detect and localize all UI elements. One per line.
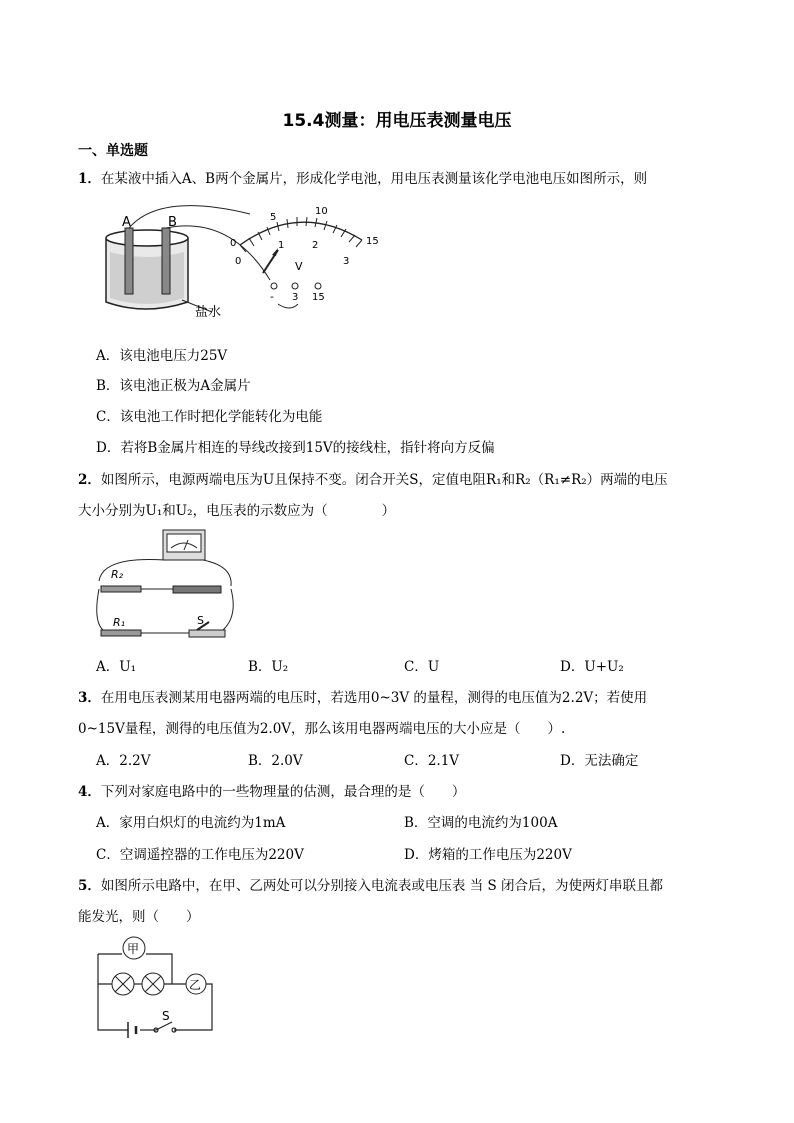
- wire: [203, 560, 231, 586]
- question-2: [78, 468, 668, 488]
- question-text-line2: 大小分别为U₁和U₂，电压表的示数应为（ ）: [78, 503, 396, 519]
- scale-top-0: 0: [230, 238, 237, 249]
- scale-top-15: 15: [366, 236, 379, 247]
- question-number: 3．: [78, 690, 101, 706]
- option: D．U+U₂: [560, 659, 624, 675]
- question-text: 如图所示，电源两端电压为U且保持不变。闭合开关S，定值电阻R₁和R₂（R₁≠R₂）两端的电压: [100, 472, 668, 488]
- terminal-3: 3: [292, 292, 299, 303]
- scale-bottom-0: 0: [235, 256, 242, 267]
- unit-v: V: [295, 260, 303, 273]
- option: C．该电池工作时把化学能转化为电能: [96, 409, 323, 425]
- label-yi: 乙: [189, 978, 202, 992]
- question-number: 2．: [78, 472, 101, 488]
- plate-a: [125, 228, 133, 294]
- question-text-line2: 能发光，则（ ）: [78, 909, 200, 925]
- question-number: 1．: [78, 171, 101, 187]
- question-number: 4．: [78, 784, 101, 800]
- lamp-1: [112, 973, 134, 995]
- question-text-line2: 0~15V量程，测得的电压值为2.0V，那么该用电器两端电压的大小应是（ ）.: [78, 721, 566, 737]
- question-text: 下列对家庭电路中的一些物理量的估测，最合理的是（ ）: [100, 784, 466, 800]
- ammeter-or-voltmeter-yi: [186, 974, 206, 994]
- switch-s: [189, 630, 225, 637]
- lamp-2: [142, 973, 164, 995]
- terminals: [270, 283, 325, 308]
- label-r1: R₁: [113, 616, 126, 629]
- option: C．U: [404, 659, 440, 675]
- question-3: [78, 686, 647, 706]
- question-5: [78, 874, 663, 894]
- voltmeter-scale: [230, 206, 379, 273]
- option: B．该电池正极为A金属片: [96, 378, 251, 394]
- option: B．2.0V: [248, 753, 303, 769]
- q1-figure: [100, 200, 385, 320]
- option: B．U₂: [248, 659, 289, 675]
- label-r2: R₂: [111, 568, 124, 581]
- option: C．2.1V: [404, 753, 460, 769]
- option: B．空调的电流约为100A: [404, 815, 558, 831]
- option: A．2.2V: [96, 753, 151, 769]
- question-text: 在用电压表测某用电器两端的电压时，若选用0~3V 的量程，测得的电压值为2.2V；若使用: [100, 690, 648, 706]
- page-title: 15.4测量：用电压表测量电压: [282, 111, 512, 131]
- ammeter-or-voltmeter-jia: [123, 937, 145, 959]
- scale-bottom-3: 3: [343, 256, 350, 267]
- terminal-neg: -: [270, 290, 274, 303]
- label-s: S: [197, 614, 204, 627]
- label-b: B: [168, 215, 177, 230]
- terminal-15: 15: [312, 292, 325, 303]
- label-saltwater: 盐水: [195, 305, 222, 320]
- question-text: 在某液中插入A、B两个金属片，形成化学电池，用电压表测量该化学电池电压如图所示，则: [100, 171, 648, 187]
- scale-bottom-2: 2: [312, 240, 319, 251]
- voltmeter-box: [163, 530, 205, 560]
- question-text: 如图所示电路中，在甲、乙两处可以分别接入电流表或电压表 当 S 闭合后，为使两灯串联且都: [100, 878, 664, 894]
- scale-top-5: 5: [270, 212, 277, 223]
- q2-figure: [93, 526, 238, 644]
- label-a: A: [122, 215, 131, 230]
- option: A．该电池电压力25V: [96, 348, 228, 364]
- option: D．烤箱的工作电压为220V: [404, 847, 572, 863]
- section-heading: 一、单选题: [78, 143, 148, 159]
- battery: [173, 586, 221, 593]
- label-jia: 甲: [127, 942, 140, 956]
- wire-a: [129, 206, 250, 228]
- question-4: [78, 780, 465, 800]
- option: A．U₁: [96, 659, 137, 675]
- option: A．家用白炽灯的电流约为1mA: [96, 815, 286, 831]
- option: D．若将B金属片相连的导线改接到15V的接线柱，指针将向方反偏: [96, 440, 495, 456]
- scale-bottom-1: 1: [278, 240, 285, 251]
- option: C．空调遥控器的工作电压为220V: [96, 847, 304, 863]
- beaker: [106, 228, 188, 309]
- option: D．无法确定: [560, 753, 639, 769]
- q5-figure: [92, 934, 222, 1042]
- wire: [99, 559, 165, 581]
- resistor-r1: [101, 630, 141, 636]
- scale-top-10: 10: [315, 206, 328, 217]
- question-1: [78, 167, 647, 187]
- question-number: 5．: [78, 878, 101, 894]
- label-s: S: [162, 1009, 170, 1023]
- resistor-r2: [101, 586, 141, 592]
- plate-b: [162, 228, 170, 294]
